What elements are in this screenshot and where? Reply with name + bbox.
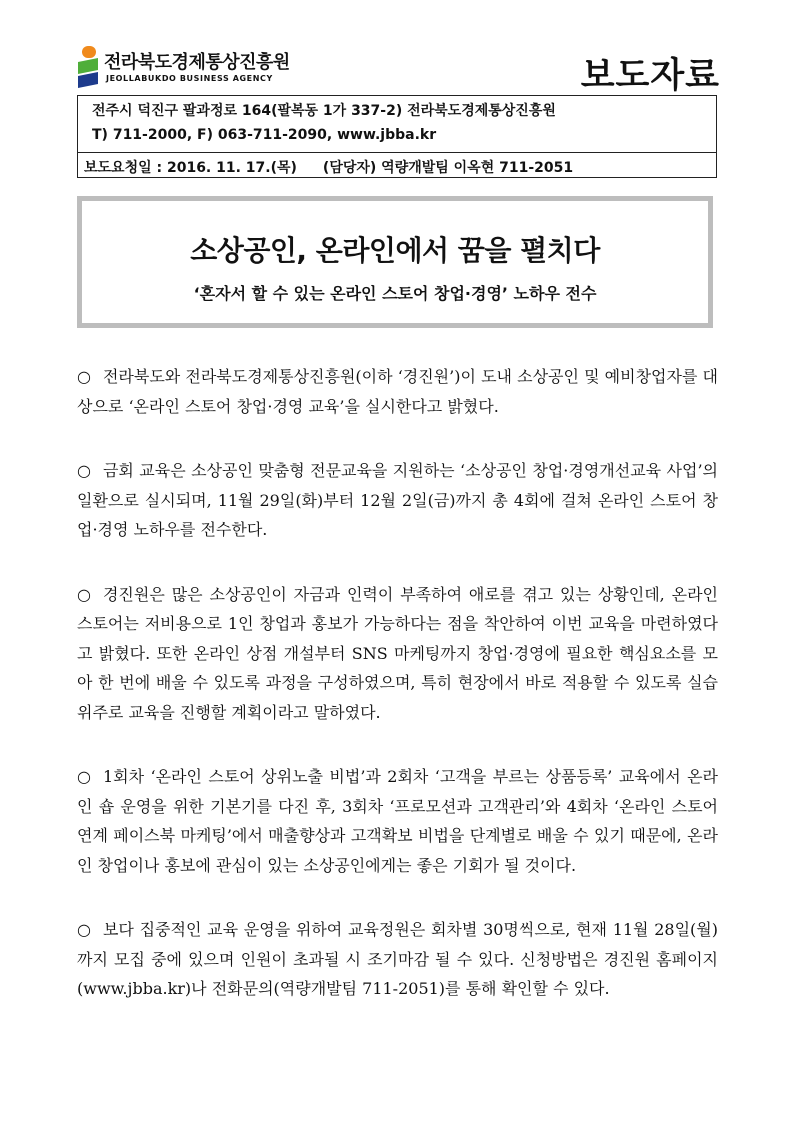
request-date: 보도요청일 : 2016. 11. 17.(목) [84,160,297,176]
paragraph-text: 보다 집중적인 교육 운영을 위하여 교육정원은 회차별 30명씩으로, 현재 11월 28일(월)까지 모집 중에 있으며 인원이 초과될 시 조기마감 될 수 있다. 신청방법은 경진원 홈페이지(www.jbba.kr)나 전화문의(역량개발팀 711-2051)를 통해 확인할 수 있다. [77,920,718,998]
info-divider [78,152,716,153]
address-line: 전주시 덕진구 팔과정로 164(팔복동 1가 337-2) 전라북도경제통상진흥원 [92,103,556,119]
bullet-marker: ○ [77,920,91,939]
bullet-marker: ○ [77,584,91,604]
agency-logo [76,44,336,94]
paragraph-5 [77,915,718,1004]
org-name: 전라북도경제통상진흥원 [104,52,290,73]
contact-line: T) 711-2000, F) 063-711-2090, www.jbba.kr [92,127,437,143]
paragraph-3 [77,580,718,728]
manager-contact: (담당자) 역량개발팀 이옥현 711-2051 [322,160,574,176]
paragraph-2 [77,456,718,545]
headline-title: 소상공인, 온라인에서 꿈을 펼치다 [190,234,600,267]
bullet-marker: ○ [77,367,91,386]
bullet-marker: ○ [77,767,91,786]
request-date-line [84,157,573,177]
paragraph-4 [77,762,718,880]
org-name-english: JEOLLABUKDO BUSINESS AGENCY [106,74,273,83]
article-body [77,362,718,1039]
contact-info-box [77,95,717,178]
agency-logo-icon [76,44,100,90]
headline-box [77,196,713,328]
bullet-marker: ○ [77,461,91,480]
paragraph-text: 경진원은 많은 소상공인이 자금과 인력이 부족하여 애로를 겪고 있는 상황인데, 온라인 스토어는 저비용으로 1인 창업과 홍보가 가능하다는 점을 착안하여 이번 교육을 마련하였다고 밝혔다. 또한 온라인 상점 개설부터 SNS 마케팅까지 창업·경영에 필요한 핵심요소를 모아 한 번에 배울 수 있도록 과정을 구성하였으며, 특히 현장에서 바로 적용할 수 있도록 실습 위주로 교육을 진행할 계획이라고 말하였다. [77,584,718,722]
paragraph-text: 금회 교육은 소상공인 맞춤형 전문교육을 지원하는 ‘소상공인 창업·경영개선교육 사업’의 일환으로 실시되며, 11월 29일(화)부터 12월 2일(금)까지 총 4회에 걸쳐 온라인 스토어 창업·경영 노하우를 전수한다. [77,461,718,539]
headline-subtitle: ‘혼자서 할 수 있는 온라인 스토어 창업·경영’ 노하우 전수 [193,284,597,303]
paragraph-text: 전라북도와 전라북도경제통상진흥원(이하 ‘경진원’)이 도내 소상공인 및 예비창업자를 대상으로 ‘온라인 스토어 창업·경영 교육’을 실시한다고 밝혔다. [77,367,718,416]
document-type-heading: 보도자료 [580,56,720,96]
paragraph-1 [77,362,718,421]
paragraph-text: 1회차 ‘온라인 스토어 상위노출 비법’과 2회차 ‘고객을 부르는 상품등록’ 교육에서 온라인 숍 운영을 위한 기본기를 다진 후, 3회차 ‘프로모션과 고객관리’와 4회차 ‘온라인 스토어 연계 페이스북 마케팅’에서 매출향상과 고객확보 비법을 단계별로 배울 수 있기 때문에, 온라인 창업이나 홍보에 관심이 있는 소상공인에게는 좋은 기회가 될 것이다. [77,767,718,875]
